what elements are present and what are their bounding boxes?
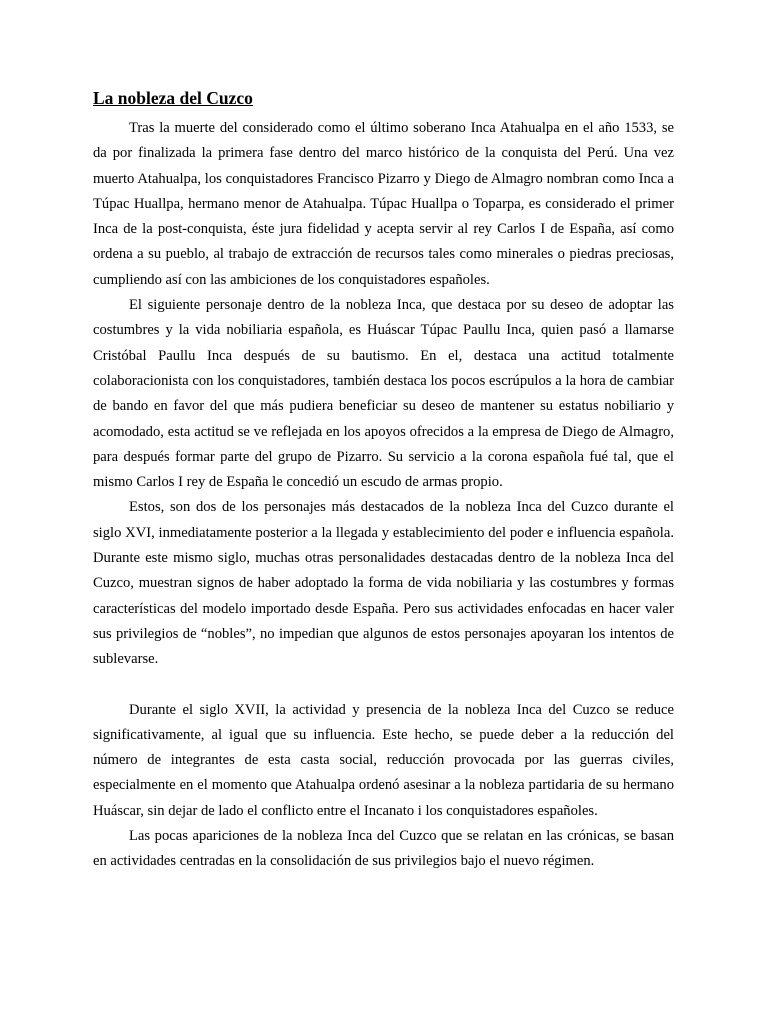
document-title: La nobleza del Cuzco (93, 88, 253, 108)
paragraph: Durante el siglo XVII, la actividad y presencia de la nobleza Inca del Cuzco se reduce significativamente, al igual que su influencia. Este hecho, se puede deber a la reducción del número de integrantes de esta casta social, reducción provocada por las guerras civiles, especialmente en el momento que Atahualpa ordenó asesinar a la nobleza partidaria de su hermano Huáscar, sin dejar de lado el conflicto entre el Incanato i los conquistadores españoles. (93, 701, 674, 819)
document-page (93, 84, 674, 875)
paragraph-spacer (93, 673, 674, 698)
paragraph: Las pocas apariciones de la nobleza Inca del Cuzco que se relatan en las crónicas, se basan en actividades centradas en la consolidación de sus privilegios bajo el nuevo régimen. (93, 828, 674, 870)
paragraph: Estos, son dos de los personajes más destacados de la nobleza Inca del Cuzco durante el siglo XVI, inmediatamente posterior a la llegada y establecimiento del poder e influencia española. Durante este mismo siglo, muchas otras personalidades destacadas dentro de la nobleza Inca del Cuzco, muestran signos de haber adoptado la forma de vida nobiliaria y las costumbres y formas características del modelo importado desde España. Pero sus actividades enfocadas en hacer valer sus privilegios de “nobles”, no impedian que algunos de estos personajes apoyaran los intentos de sublevarse. (93, 499, 674, 668)
paragraph: Tras la muerte del considerado como el último soberano Inca Atahualpa en el año 1533, se da por finalizada la primera fase dentro del marco histórico de la conquista del Perú. Una vez muerto Atahualpa, los conquistadores Francisco Pizarro y Diego de Almagro nombran como Inca a Túpac Huallpa, hermano menor de Atahualpa. Túpac Huallpa o Toparpa, es considerado el primer Inca de la post-conquista, éste jura fidelidad y acepta servir al rey Carlos I de España, así como ordena a su pueblo, al trabajo de extracción de recursos tales como minerales o piedras preciosas, cumpliendo así con las ambiciones de los conquistadores españoles. (93, 120, 674, 288)
paragraph: El siguiente personaje dentro de la nobleza Inca, que destaca por su deseo de adoptar las costumbres y la vida nobiliaria española, es Huáscar Túpac Paullu Inca, quien pasó a llamarse Cristóbal Paullu Inca después de su bautismo. En el, destaca una actitud totalmente colaboracionista con los conquistadores, también destaca los pocos escrúpulos a la hora de cambiar de bando en favor del que más pudiera beneficiar su deseo de mantener su estatus nobiliario y acomodado, esta actitud se ve reflejada en los apoyos ofrecidos a la empresa de Diego de Almagro, para después formar parte del grupo de Pizarro. Su servicio a la corona española fué tal, que el mismo Carlos I rey de España le concedió un escudo de armas propio. (93, 297, 674, 491)
